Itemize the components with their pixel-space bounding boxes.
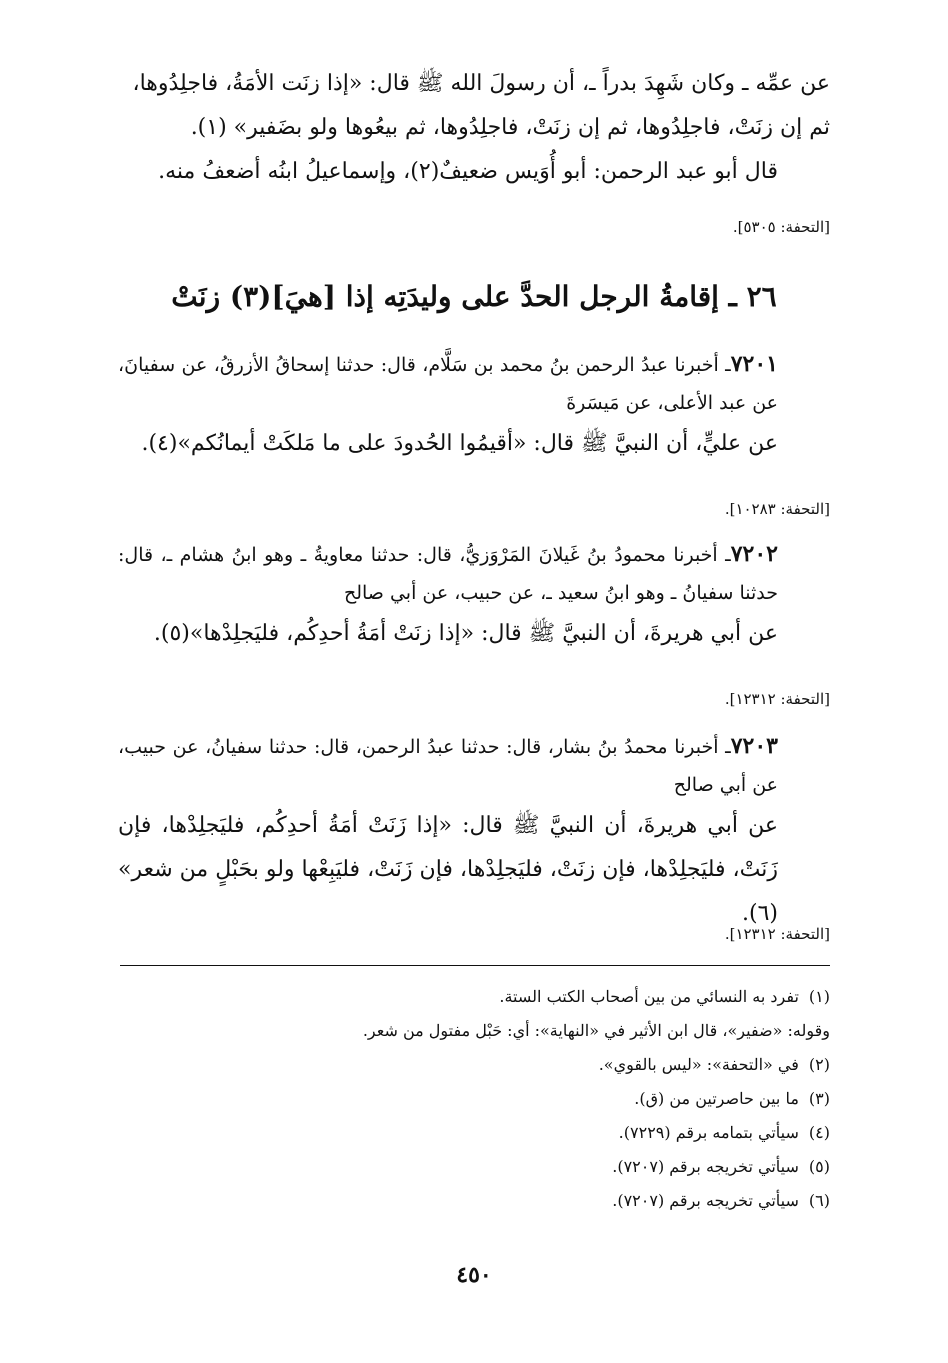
chapter-heading: ٢٦ ـ إقامةُ الرجل الحدَّ على وليدَتِه إذا [هيَ](٣) زنَتْ xyxy=(171,280,777,313)
hadith-number: ٧٢٠١ xyxy=(730,351,778,377)
footnote-separator xyxy=(120,965,830,966)
hadith-number: ٧٢٠٣ xyxy=(730,733,778,759)
footnote-5: (٥)سيأتي تخريجه برقم (٧٢٠٧). xyxy=(612,1157,830,1176)
opening-paragraph xyxy=(118,62,830,194)
tuhfa-ref-7203: [التحفة: ١٢٣١٢]. xyxy=(724,925,830,943)
hadith-7203 xyxy=(118,727,830,936)
hadith-7201 xyxy=(118,345,830,466)
footnote-6: (٦)سيأتي تخريجه برقم (٧٢٠٧). xyxy=(612,1191,830,1210)
opening-line-3: قال أبو عبد الرحمن: أبو أُوَيس ضعيفٌ(٢)، وإسماعيلُ ابنُه أضعفُ منه. xyxy=(158,159,778,184)
page-number: ٤٥٠ xyxy=(456,1262,492,1288)
hadith-isnad: ٧٢٠٣ـ أخبرنا محمدُ بنُ بشار، قال: حدثنا عبدُ الرحمن، قال: حدثنا سفيانُ، عن حبيب، عن أبي صالح xyxy=(118,733,778,796)
hadith-matn: عن أبي هريرةَ، أن النبيَّ ﷺ قال: «إذا زنَتْ أمَةُ أحدِكُم، فليَجلِدْها»(٥). xyxy=(153,621,778,646)
footnote-2: (٢)في «التحفة»: «ليس بالقوي». xyxy=(598,1055,830,1074)
footnote-1: (١)تفرد به النسائي من بين أصحاب الكتب الستة. xyxy=(499,987,830,1006)
hadith-7202 xyxy=(118,535,830,656)
hadith-number: ٧٢٠٢ xyxy=(730,541,778,567)
tuhfa-ref-opening: [التحفة: ٥٣٠٥]. xyxy=(732,218,830,236)
tuhfa-ref-7201: [التحفة: ١٠٢٨٣]. xyxy=(724,500,830,518)
hadith-isnad: ٧٢٠٢ـ أخبرنا محمودُ بنُ غَيلانَ المَرْوَزيُّ، قال: حدثنا معاويةُ ـ وهو ابنُ هشام ـ، قال: حدثنا سفيانُ ـ وهو ابنُ سعيد ـ، عن حبيب، عن أبي صالح xyxy=(118,541,778,604)
footnote-3: (٣)ما بين حاصرتين من (ق). xyxy=(634,1089,830,1108)
hadith-matn: عن عليٍّ، أن النبيَّ ﷺ قال: «أقيمُوا الحُدودَ على ما مَلكَتْ أيمانُكم»(٤). xyxy=(141,431,778,456)
tuhfa-ref-7202: [التحفة: ١٢٣١٢]. xyxy=(724,690,830,708)
hadith-matn: عن أبي هريرةَ، أن النبيَّ ﷺ قال: «إذا زَنَتْ أمَةُ أحدِكُم، فليَجلِدْها، فإن زَنَتْ، فليَجلِدْها، فإن زنَتْ، فليَجلِدْها، فإن زَنَتْ، فليَبِعْها ولو بحَبْلٍ من شعر» (٦). xyxy=(118,813,778,926)
opening-line-2: ثم إن زنَتْ، فاجلِدُوها، ثم إن زنَتْ، فاجلِدُوها، ثم بيعُوها ولو بضَفير» (١). xyxy=(190,115,830,140)
hadith-isnad: ٧٢٠١ـ أخبرنا عبدُ الرحمن بنُ محمد بن سَلَّام، قال: حدثنا إسحاقُ الأزرقُ، عن سفيانَ، عن عبد الأعلى، عن مَيسَرةَ xyxy=(118,351,778,414)
footnote-1-continued: وقوله: «ضفير»، قال ابن الأثير في «النهاية»: أي: حَبْل مفتول من شعر. xyxy=(362,1021,830,1040)
footnote-4: (٤)سيأتي بتمامه برقم (٧٢٢٩). xyxy=(618,1123,830,1142)
footnotes xyxy=(120,980,830,1218)
opening-line-1: عن عمِّه ـ وكان شَهِدَ بدراً ـ، أن رسولَ الله ﷺ قال: «إذا زنَت الأمَةُ، فاجلِدُوها، xyxy=(132,71,830,96)
